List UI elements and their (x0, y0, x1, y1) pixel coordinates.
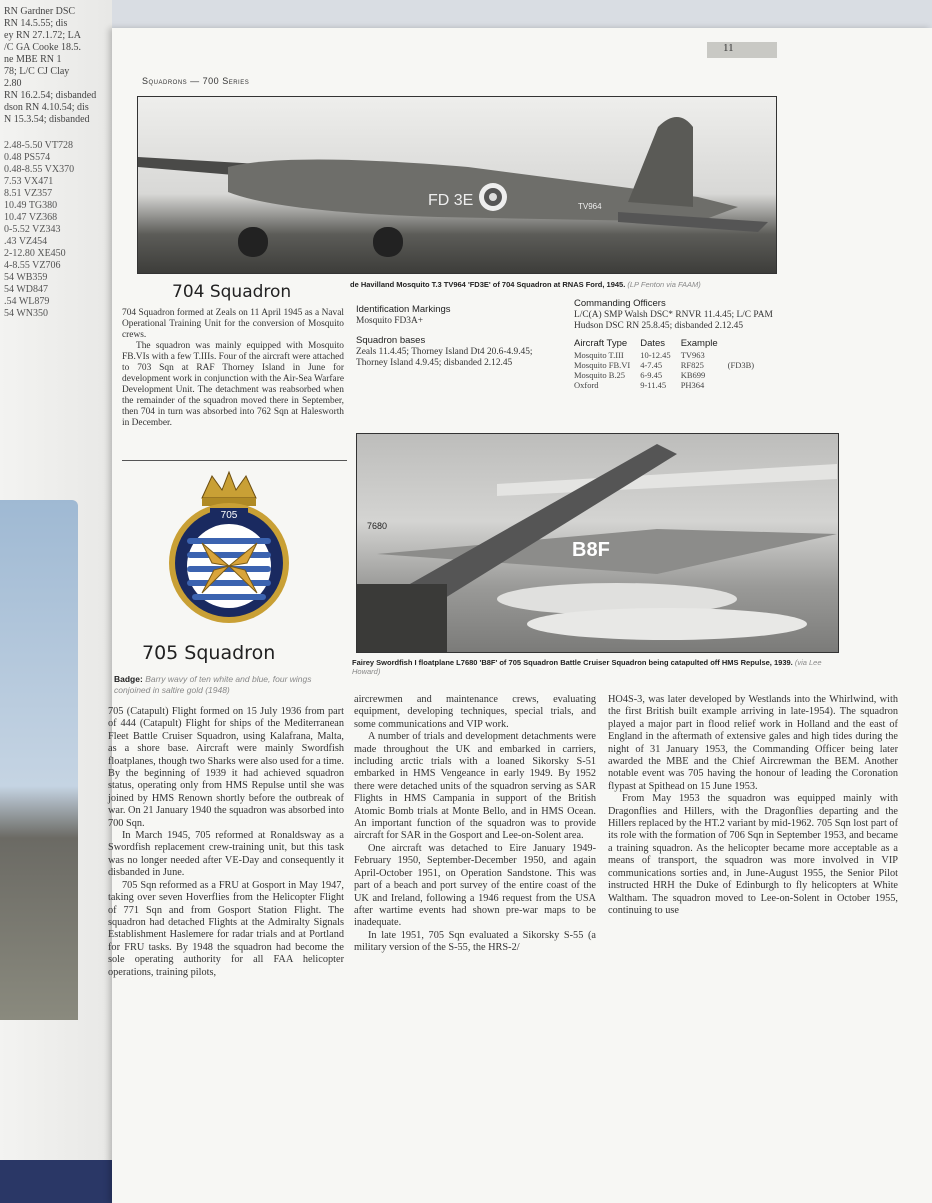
previous-page-fragment: RN Gardner DSC (4, 6, 76, 17)
swordfish-photo (356, 433, 839, 653)
badge-description: Badge: Barry wavy of ten white and blue, four wings conjoined in saltire gold (1948) (114, 674, 312, 695)
section-title-705: 705 Squadron (142, 642, 276, 664)
sq705-text-col2: aircrewmen and maintenance crews, evaluating equipment, developing techniques, special trials, and some communications and VIP work. A number of trials and development detachments were made throughout the UK and embarked in carriers, including arctic trials with a loaned Sikorsky S-51 embarked in HMS Vengeance in early 1949. By 1952 there were detached units of the squadron serving as SAR Flights in HMS Campania in support of the British Atomic Bomb trials at Monte Bello, and in HMS Ocean. An important function of the squadron was to provide aircraft for SAR in the Gosport and Lee-on-Solent area. One aircraft was detached to Eire January 1949-February 1950, September-December 1950, and again April-October 1951, on Operation Sandstone. This was part of a beach and port survey of the entire coast of the UK and Ireland, following a 1946 request from the USA after wartime events had shown pre-war maps to be inadequate. In late 1951, 705 Sqn evaluated a Sikorsky S-55 (a military version of the S-55, the HRS-2/ (354, 694, 596, 954)
row-dates: 7.53 (4, 176, 22, 187)
row-dates: 54 (4, 284, 14, 295)
table-cell: 9-11.45 (640, 380, 667, 390)
previous-page-fragment: 78; L/C CJ Clay (4, 66, 70, 77)
mosquito-aircraft-illustration (138, 97, 777, 274)
mosquito-photo-caption: de Havilland Mosquito T.3 TV964 'FD3E' of 704 Squadron at RNAS Ford, 1945. (LP Fenton via FAAM) (350, 280, 701, 289)
previous-page-fragment: RN 16.2.54; disbanded (4, 90, 97, 101)
table-cell: (FD3B) (727, 360, 755, 370)
previous-page-row (4, 236, 110, 248)
previous-page-fragment: ne MBE RN 1 (4, 54, 62, 65)
row-serial: VZ706 (32, 260, 61, 271)
row-dates: 2.48-5.50 (4, 140, 43, 151)
table-cell (728, 350, 754, 360)
table-cell: 4-7.45 (640, 360, 663, 370)
row-serial: TG380 (28, 200, 58, 211)
sq705-text-col3: HO4S-3, was later developed by Westlands into the Whirlwind, with the first British built example arriving in late-1954). The squadron played a major part in flood relief work in Holland and the east of England in the aftermath of extensive gales and high tides during the night of 31 January 1953, the Commanding Officer being later awarded the MBE and the Chief Aircrewman the BEM. Another notable event was 705 having the honour of leading the Coronation flypast at Spithead on 15 June 1953. From May 1953 the squadron was equipped mainly with Dragonflies and Hillers, with the Dragonflies departing and the Hillers replaced by the HT.2 variant by mid-1962. 705 Sqn lost part of its role with the formation of 706 Sqn in September 1953, and became a training squadron. As the helicopter became more acceptable as a means of transport, the squadron was more involved in VIP communications sorties and, in June-August 1955, the Senior Pilot instructed HRH the Duke of Edinburgh to fly helicopters at White Waltham. The squadron moved to Lee-on-Solent in October 1955, continuing to use (608, 694, 898, 916)
previous-page-fragment: ey RN 27.1.72; LA (4, 30, 81, 41)
row-serial: XE450 (37, 248, 66, 259)
page-number: 11 (707, 42, 777, 58)
row-serial: VZ454 (18, 236, 48, 247)
row-dates: 10.49 (4, 200, 27, 211)
table-cell: 6-9.45 (640, 370, 663, 380)
row-dates: 10.47 (4, 212, 27, 223)
table-cell: TV963 (680, 350, 705, 360)
row-dates: 54 (4, 308, 14, 319)
table-cell: Mosquito B.25 (574, 370, 626, 380)
row-dates: 54 (4, 272, 14, 283)
previous-page-row (4, 152, 110, 164)
swordfish-photo-caption: Fairey Swordfish I floatplane L7680 'B8F' of 705 Squadron Battle Cruiser Squadron being catapulted off HMS Repulse, 1939. (via Lee Howard) (352, 658, 822, 676)
bases-heading: Squadron bases (356, 335, 426, 346)
sq704-text-col1: 704 Squadron formed at Zeals on 11 April 1945 as a Naval Operational Training Unit for the conversion of Mosquito crews. The squadron was mainly equipped with Mosquito FB.VIs with a few T.IIIs. Four of the aircraft were attached to 703 Sqn at RAF Thorney Island in June for development work in conjunction with the Air-Sea Warfare Development Unit. The detachment was reabsorbed when the remainder of the squadron moved there in September, then 704 in turn was absorbed into 762 Sqn at Halesworth in December. (122, 308, 344, 428)
row-dates: 0-5.52 (4, 224, 30, 235)
table-cell: RF825 (680, 360, 704, 370)
row-serial: PS574 (24, 152, 51, 163)
previous-page-row (4, 200, 110, 212)
previous-page-fragment: dson RN 4.10.54; dis (4, 102, 89, 113)
previous-page-photo (0, 500, 78, 1020)
table-column (728, 338, 754, 390)
table-header: Dates (640, 338, 666, 349)
previous-page-rows (4, 140, 110, 320)
table-cell: KB699 (680, 370, 706, 380)
previous-page-row (4, 308, 110, 320)
book-page (108, 28, 932, 1203)
sq704-text-col3 (574, 298, 789, 390)
row-serial: WD847 (16, 284, 48, 295)
previous-page-fragments (4, 6, 110, 126)
table-cell: PH364 (680, 380, 705, 390)
table-column (681, 338, 718, 390)
row-serial: VX471 (23, 176, 54, 187)
previous-page-fragment: /C GA Cooke 18.5. (4, 42, 81, 53)
swordfish-aircraft-illustration (357, 434, 839, 653)
previous-page-fragment: RN 14.5.55; dis (4, 18, 68, 29)
row-dates: 4-8.55 (4, 260, 30, 271)
aircraft-code: FD 3E (428, 192, 474, 209)
aircraft-serial: TV964 (578, 202, 602, 211)
sq704-text-col2 (356, 296, 561, 369)
previous-page-fragment: 2.80 (4, 78, 22, 89)
previous-page-row (4, 272, 110, 284)
row-serial: VT728 (44, 140, 74, 151)
previous-page-row (4, 140, 110, 152)
row-serial: VZ357 (23, 188, 53, 199)
previous-page-row (4, 164, 110, 176)
table-column (640, 338, 670, 390)
row-serial: WB359 (16, 272, 48, 283)
table-header: Aircraft Type (574, 338, 628, 349)
previous-page-row (4, 212, 110, 224)
row-serial: VZ343 (32, 224, 61, 235)
co-heading: Commanding Officers (574, 298, 666, 309)
previous-page-fragment: N 15.3.54; disbanded (4, 114, 90, 125)
previous-page (0, 0, 112, 1203)
row-dates: 8.51 (4, 188, 22, 199)
row-dates: 0.48 (4, 152, 22, 163)
row-dates: .54 (4, 296, 17, 307)
row-dates: 0.48-8.55 (4, 164, 43, 175)
previous-page-row (4, 296, 110, 308)
running-title: Squadrons — 700 Series (142, 76, 250, 86)
bases: Zeals 11.4.45; Thorney Island Dt4 20.6-4.9.45; Thorney Island 4.9.45; disbanded 2.12.45 (356, 347, 533, 368)
section-title-704: 704 Squadron (172, 282, 292, 302)
previous-page-row (4, 176, 110, 188)
badge-number: 705 (220, 510, 238, 521)
table-cell: Oxford (574, 380, 599, 390)
previous-page-row (4, 248, 110, 260)
squadron-705-badge (162, 468, 297, 628)
mosquito-photo (137, 96, 777, 274)
swordfish-code: B8F (572, 539, 610, 561)
table-cell: Mosquito FB.VI (574, 360, 631, 370)
row-serial: VX370 (44, 164, 75, 175)
book-binding (0, 1160, 112, 1203)
previous-page-row (4, 224, 110, 236)
row-serial: VZ368 (28, 212, 58, 223)
row-serial: WL879 (18, 296, 50, 307)
row-dates: .43 (4, 236, 17, 247)
table-column (574, 338, 630, 390)
table-header: Example (680, 338, 718, 349)
swordfish-serial: 7680 (367, 521, 388, 531)
aircraft-table (574, 338, 789, 390)
row-dates: 2-12.80 (4, 248, 35, 259)
table-cell: Mosquito T.III (574, 350, 624, 360)
section-divider (122, 460, 347, 461)
row-serial: WN350 (16, 308, 48, 319)
sq705-text-col1: 705 (Catapult) Flight formed on 15 July 1936 from part of 444 (Catapult) Flight for ships of the Mediterranean Fleet Battle Cruiser Squadron, using Kalafrana, Malta, as a shore base. Aircraft were mainly Swordfish floatplanes, though two Sharks were also used for a time. By the beginning of 1939 it had achieved squadron status, operating only from HMS Repulse until she was joined by HMS Renown shortly before the outbreak of war. On 21 January 1940 the squadron was absorbed into 700 Sqn. In March 1945, 705 reformed at Ronaldsway as a Swordfish replacement crew-training unit, but this task was no longer needed after VE-Day and consequently it disbanded in June. 705 Sqn reformed as a FRU at Gosport in May 1947, taking over seven Hoverflies from the Helicopter Flight of 771 Sqn and from Gosport Station Flight. The squadron had detached Flights at the Admiralty Signals Establishment Haslemere for radar trials and at Portland for FRU tasks. By 1948 the squadron had become the sole operating authority for all FAA helicopter operations, training pilots, (108, 706, 344, 978)
id-markings-heading: Identification Markings (356, 304, 451, 315)
commanding-officers: L/C(A) SMP Walsh DSC* RNVR 11.4.45; L/C PAM Hudson DSC RN 25.8.45; disbanded 2.12.45 (574, 310, 773, 331)
id-markings: Mosquito FD3A+ (356, 316, 424, 326)
table-cell (728, 370, 754, 380)
table-cell (728, 380, 754, 390)
table-cell: 10-12.45 (640, 350, 671, 360)
previous-page-row (4, 188, 110, 200)
previous-page-row (4, 284, 110, 296)
previous-page-row (4, 260, 110, 272)
